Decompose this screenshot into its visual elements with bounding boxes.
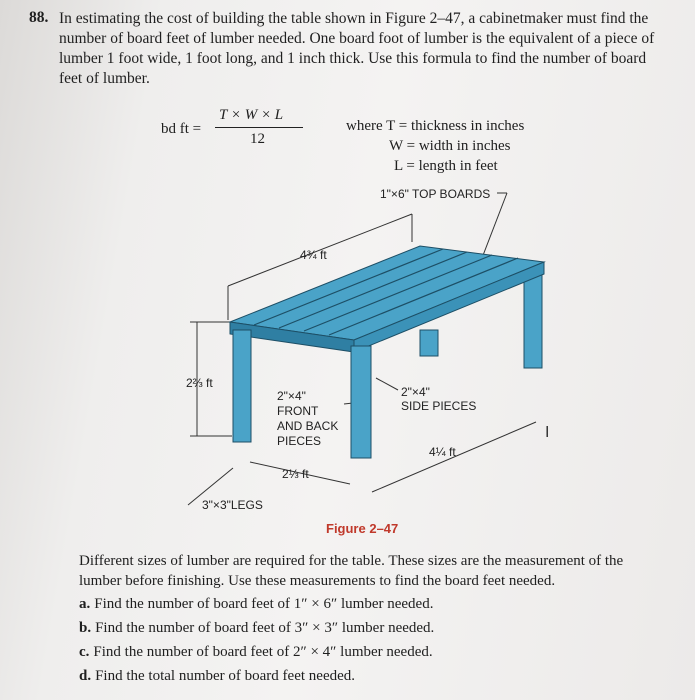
label-bottom-width: 2⅓ ft bbox=[282, 467, 309, 481]
label-height: 2⅔ ft bbox=[186, 376, 213, 390]
question-c bbox=[79, 644, 433, 661]
lumber-note: Different sizes of lumber are required for the table. These sizes are the measurement of the lumber before finishing. Use these measurements to find the board feet needed. bbox=[79, 553, 624, 589]
top-boards-leader bbox=[482, 193, 507, 258]
question-a-label: a. bbox=[79, 596, 91, 612]
label-pieces: PIECES bbox=[277, 434, 322, 448]
problem-intro: In estimating the cost of building the table shown in Figure 2–47, a cabinetmaker must find the number of board feet of lumber needed. One board foot of lumber is the equivalent of a piece of lumber 1 foot wide, 1 foot long, and 1 inch thick. Use this formula to find the number of board feet of lumber. bbox=[59, 10, 655, 87]
figure-caption: Figure 2–47 bbox=[326, 521, 399, 536]
where-line-1: where T = thickness in inches bbox=[346, 118, 525, 134]
front-leg-left bbox=[233, 330, 251, 442]
question-c-text: Find the number of board feet of 2″ × 4″ lumber needed. bbox=[93, 644, 433, 660]
front-leg-right bbox=[351, 346, 371, 458]
question-a bbox=[79, 596, 433, 613]
label-top-boards: 1"×6" TOP BOARDS bbox=[380, 187, 491, 201]
where-line-3: L = length in feet bbox=[394, 158, 498, 174]
question-d bbox=[79, 668, 355, 685]
label-front-back-size: 2"×4" bbox=[277, 389, 306, 403]
label-and-back: AND BACK bbox=[277, 419, 339, 433]
label-legs: 3"×3"LEGS bbox=[202, 498, 263, 512]
question-d-text: Find the total number of board feet needed. bbox=[95, 668, 356, 684]
formula-numerator: T × W × L bbox=[219, 107, 284, 123]
where-line-2: W = width in inches bbox=[389, 138, 511, 154]
problem-number: 88. bbox=[29, 9, 49, 26]
question-c-label: c. bbox=[79, 644, 90, 660]
question-d-label: d. bbox=[79, 668, 92, 684]
side-leader bbox=[376, 378, 398, 390]
label-side-pieces: SIDE PIECES bbox=[401, 399, 477, 413]
label-front: FRONT bbox=[277, 404, 319, 418]
formula-denominator: 12 bbox=[250, 131, 265, 147]
back-leg-right bbox=[524, 268, 542, 368]
question-b bbox=[79, 620, 434, 637]
question-a-text: Find the number of board feet of 1″ × 6″ lumber needed. bbox=[94, 596, 434, 612]
label-top-length: 4¾ ft bbox=[300, 248, 327, 262]
label-side-size: 2"×4" bbox=[401, 385, 430, 399]
question-b-text: Find the number of board feet of 3″ × 3″ lumber needed. bbox=[95, 620, 435, 636]
back-leg-left bbox=[420, 330, 438, 356]
text-cursor-icon: I bbox=[545, 424, 550, 441]
formula-lhs: bd ft = bbox=[161, 121, 202, 137]
label-bottom-length: 4¼ ft bbox=[429, 445, 456, 459]
question-b-label: b. bbox=[79, 620, 92, 636]
